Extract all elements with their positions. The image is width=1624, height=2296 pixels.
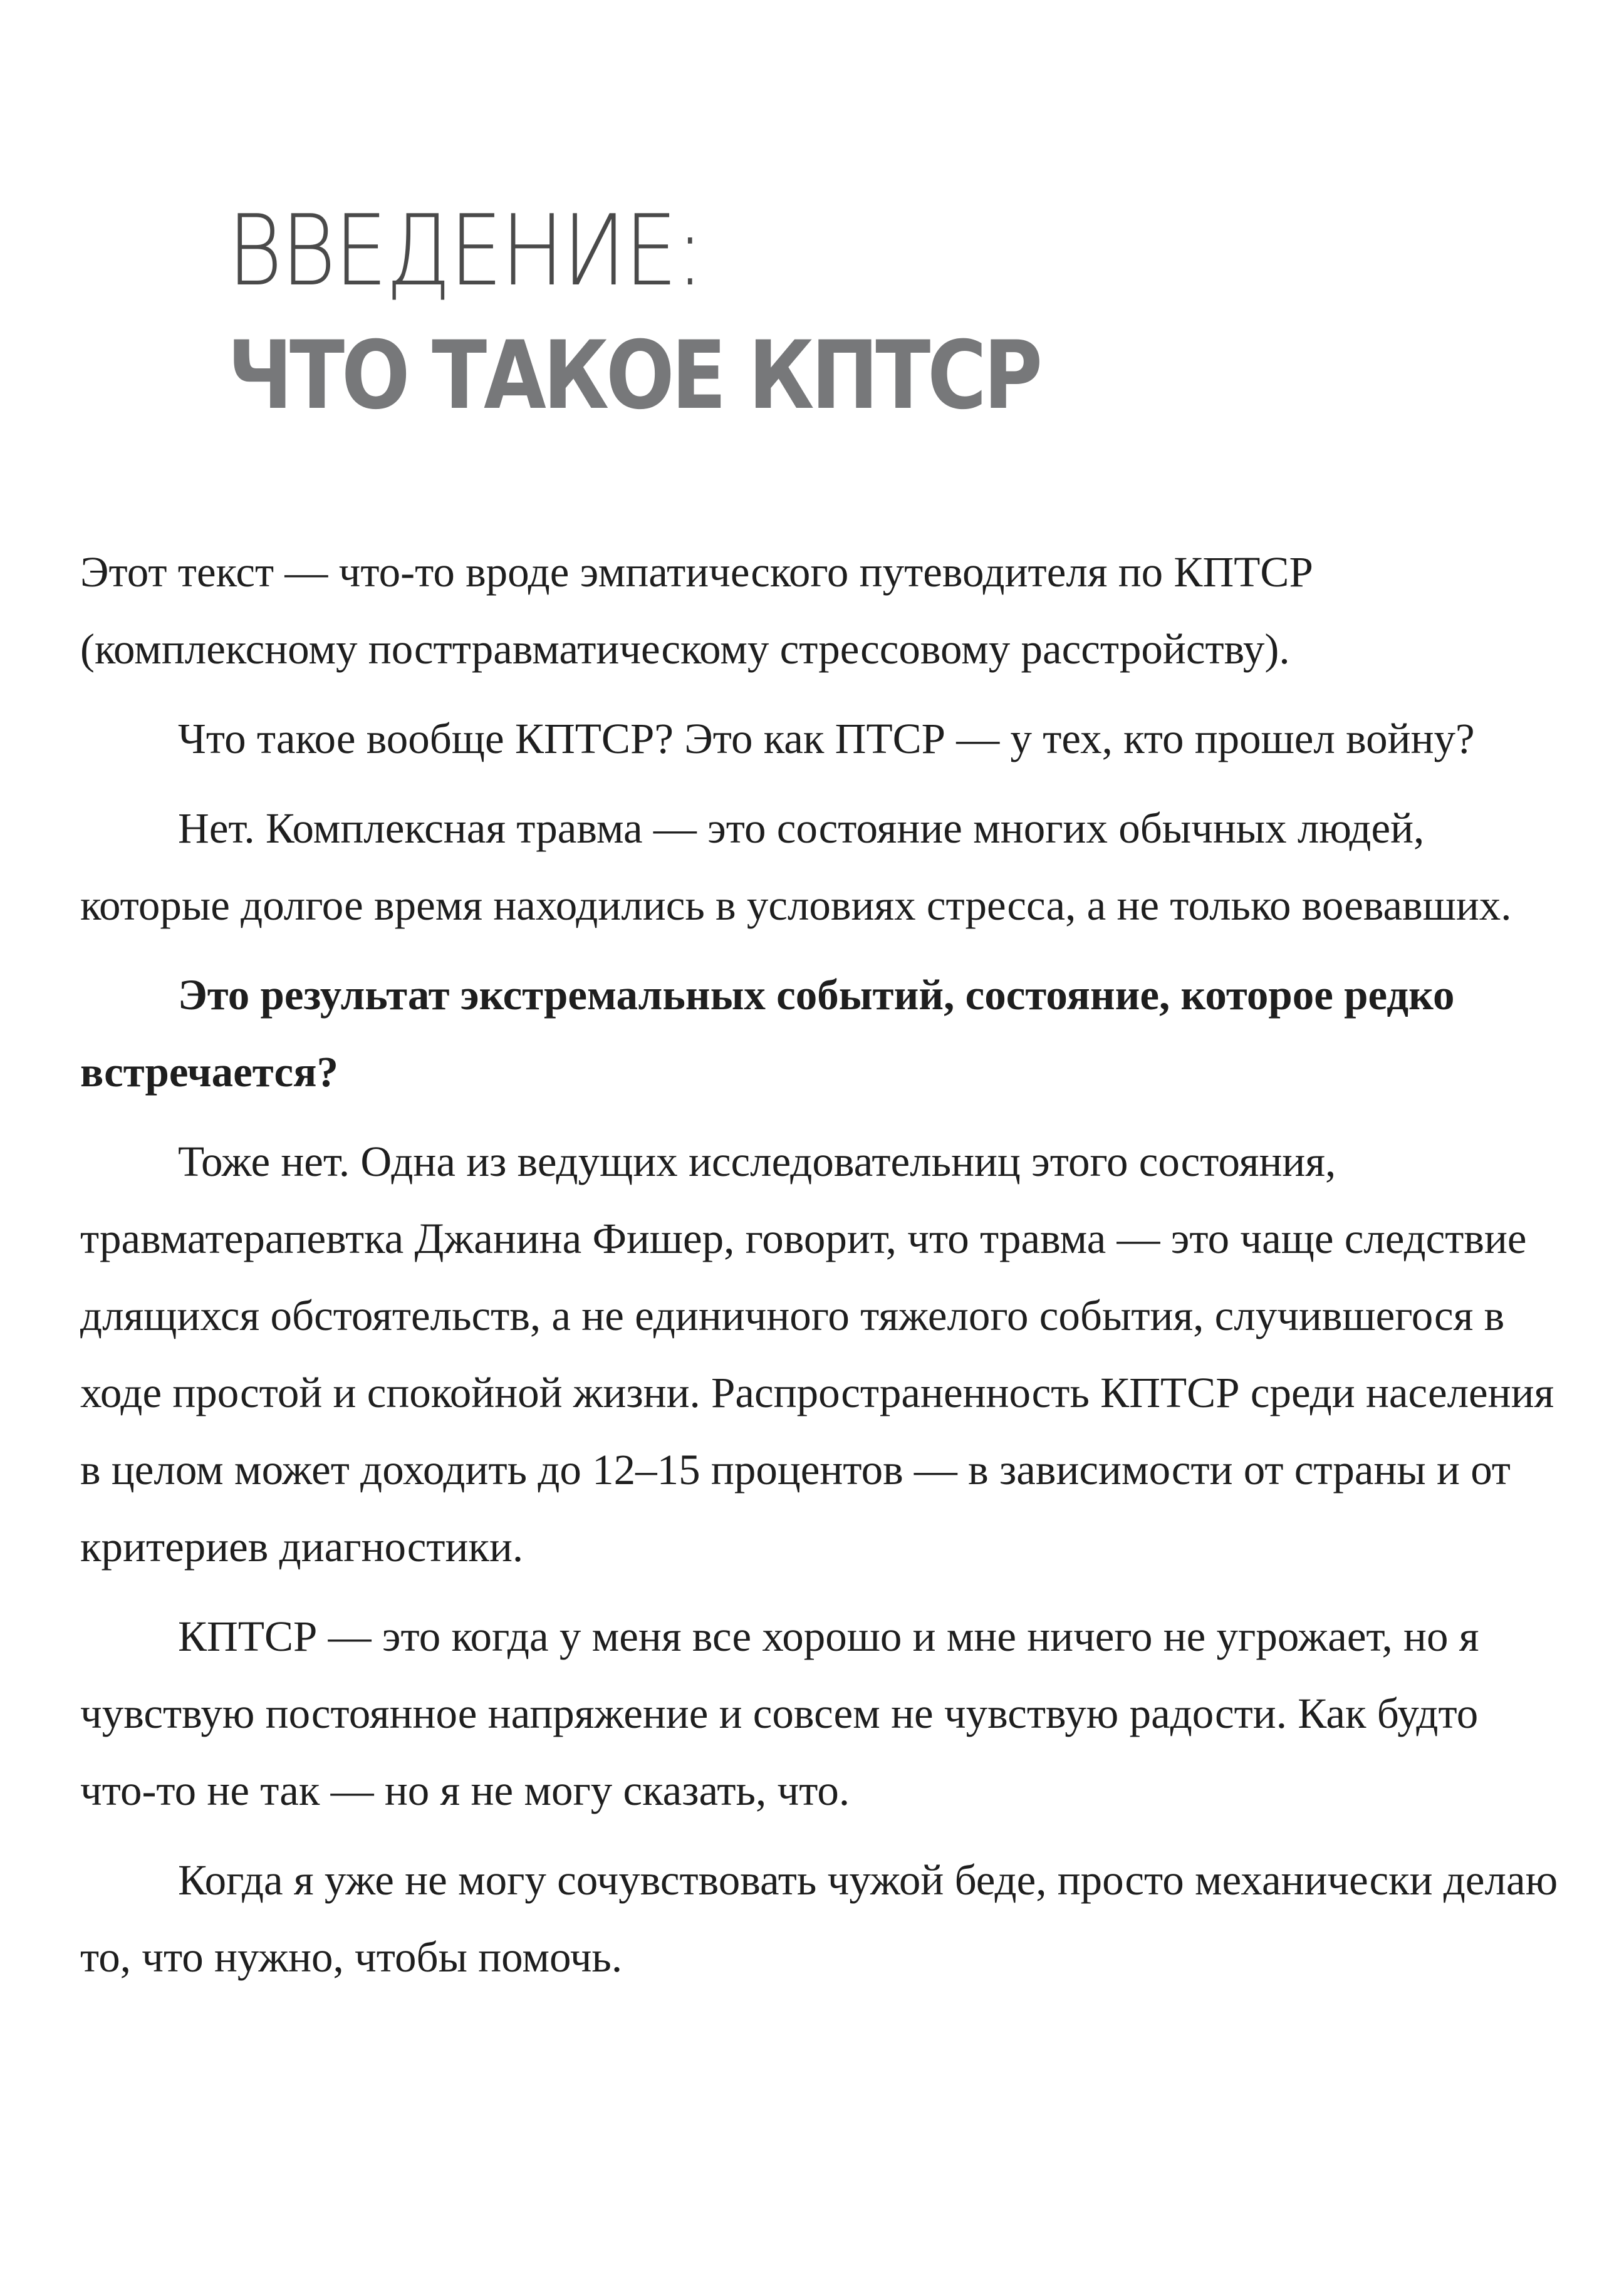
chapter-title-line1: ВВЕДЕНИЕ:: [227, 194, 703, 308]
chapter-title-line2: ЧТО ТАКОЕ КПТСР: [227, 321, 1040, 430]
chapter-heading: [227, 194, 1481, 432]
paragraph-answer-fisher: Тоже нет. Одна из ведущих исследовательниц этого состояния, травматерапевтка Джанина Фишер, говорит, что травма — это чаще следствие длящихся обстоятельств, а не единичного тяжелого события, случившегося в ходе простой и спокойной жизни. Распространенность КПТСР среди населения в целом может доходить до 12–15 процентов — в зависимости от страны и от критериев диагностики.: [80, 1138, 1554, 1571]
paragraph-intro: Этот текст — что-то вроде эмпатического путеводителя по КПТСР (комплексному посттравматическому стрессовому расстройству).: [80, 548, 1313, 673]
paragraph-empathy: Когда я уже не могу сочувствовать чужой беде, просто механически делаю то, что нужно, чтобы помочь.: [80, 1856, 1558, 1981]
paragraph-answer-complex-trauma: Нет. Комплексная травма — это состояние многих обычных людей, которые долгое время находились в условиях стресса, а не только воевавших.: [80, 804, 1512, 929]
paragraph-cptsd-feeling: КПТСР — это когда у меня все хорошо и мне ничего не угрожает, но я чувствую постоянное напряжение и совсем не чувствую радости. Как будто что-то не так — но я не могу сказать, что.: [80, 1613, 1479, 1814]
chapter-body: [80, 534, 1559, 2008]
paragraph-question-extreme-events: Это результат экстремальных событий, состояние, которое редко встречается?: [80, 971, 1455, 1096]
paragraph-question-ptsd: Что такое вообще КПТСР? Это как ПТСР — у тех, кто прошел войну?: [178, 715, 1475, 762]
